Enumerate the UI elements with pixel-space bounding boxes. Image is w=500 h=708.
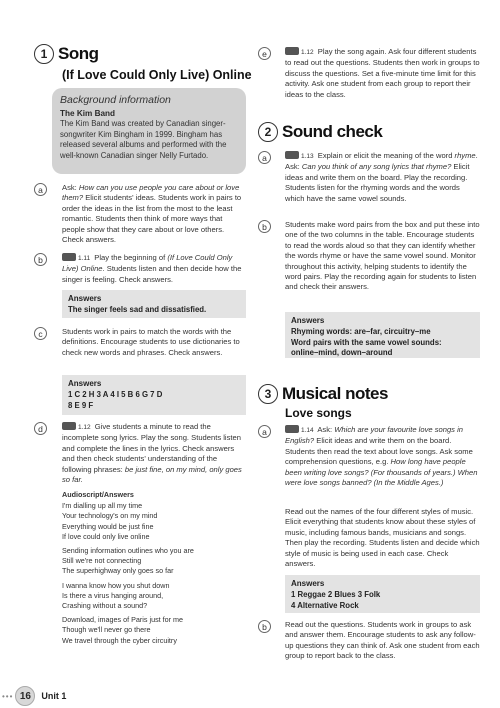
instruction-a: Ask: How can you use people you care about or love them? Elicit students' ideas. Students work in pairs to order the ideas in the list from the most to the least romantic. Students then think of more ways that people show that they care about or love others. Check answers. — [62, 183, 242, 245]
section-song-heading — [34, 44, 99, 64]
section-sound-heading: 2 Sound check — [258, 122, 382, 142]
instruction-e: 1.12 Play the song again. Ask four different students to read out the questions. Students then work in groups to discuss the questions. Set a five-minute time limit for this activity. Ask one student from each group to report their ideas to the class. — [285, 47, 480, 99]
cd-icon — [62, 422, 76, 430]
cd-icon — [285, 47, 299, 55]
background-text: The Kim Band was created by Canadian singer-songwriter Kim Bingham in 1999. Bingham has released several albums and performed with the well-known Canadian singer Nelly Furtado. — [60, 119, 227, 160]
answers-box-sound: Answers Rhyming words: are–far, circuitry–me Word pairs with the same vowel sounds: online–mind, down–around — [285, 312, 480, 358]
exercise-marker-d: d — [34, 422, 47, 435]
cd-icon — [285, 151, 299, 159]
exercise-marker-b: b — [34, 253, 47, 266]
section-title: Song — [58, 44, 99, 63]
answers-box-b: Answers The singer feels sad and dissatisfied. — [62, 290, 246, 318]
instruction-musical-a: 1.14 Ask: Which are your favourite love songs in English? Elicit ideas and write them on the board. Students then read the text about love songs. Ask some comprehension questions, e.g. How long have people been writing love songs? (For thousands of years.) When were love songs banned? (In the Middle Ages.) — [285, 425, 478, 488]
instruction-musical-a-2: Read out the names of the four different styles of music. Elicit everything that students know about these styles of music, including famous bands, musicians and songs. Then play the recording. Students listen and decide which style of music is being used in each case. Check answers. — [285, 507, 480, 569]
background-info-box — [52, 88, 246, 174]
musical-subtitle: Love songs — [285, 406, 352, 420]
instruction-d: 1.12 Give students a minute to read the incomplete song lyrics. Play the song. Students listen and complete the lines in the lyrics. Check answers and then check students' understanding of the following phrases: be just fine, on my mind, only goes so far. — [62, 422, 242, 485]
exercise-marker-b: b — [258, 220, 271, 233]
band-name: The Kim Band — [60, 109, 116, 118]
section-number: 1 — [34, 44, 54, 64]
answers-box-c: Answers 1 C 2 H 3 A 4 I 5 B 6 G 7 D 8 E 9 F — [62, 375, 246, 415]
exercise-marker-b: b — [258, 620, 271, 633]
section-musical-heading: 3 Musical notes — [258, 384, 388, 404]
exercise-marker-a: a — [34, 183, 47, 196]
cd-icon — [62, 253, 76, 261]
instruction-sound-b: Students make word pairs from the box and put these into one of the two columns in the table. Encourage students to read the words aloud so that they can identify whether the words rhyme or have the same vowel sound. Monitor throughout this activity, helping students to identify the word pairs. Play the recording again for students to listen and check their answers. — [285, 220, 480, 292]
page-footer — [0, 686, 66, 706]
lyrics-audioscript: Audioscript/Answers I'm dialling up all my time Your technology's on my mind Everything would be just fine If love could only live online Sending information outlines who you are Still we're not connecting The superhighway only goes so far I wanna know how you shut down Is there a virus hanging around, Crashing without a sound? Download, images of Paris just for me Though we'll never go there We travel through the cyber circuitry — [62, 490, 194, 645]
song-subtitle: (If Love Could Only Live) Online — [62, 68, 252, 82]
exercise-marker-a: a — [258, 151, 271, 164]
background-heading: Background information — [60, 94, 171, 106]
instruction-c: Students work in pairs to match the words with the definitions. Encourage students to use dictionaries to check new words and phrases. Check answers. — [62, 327, 240, 357]
unit-label: Unit 1 — [41, 691, 67, 701]
answers-box-musical: Answers 1 Reggae 2 Blues 3 Folk 4 Alternative Rock — [285, 575, 480, 613]
instruction-musical-b: Read out the questions. Students work in groups to ask and answer them. Encourage students to ask any follow-up questions they can think of. Ask one student from each group to report back to the class. — [285, 620, 480, 661]
exercise-marker-e: e — [258, 47, 271, 60]
exercise-marker-a: a — [258, 425, 271, 438]
exercise-marker-c: c — [34, 327, 47, 340]
page-number: 16 — [15, 686, 35, 706]
instruction-b: 1.11 Play the beginning of (If Love Could Only Live) Online. Students listen and then decide how the singer is feeling. Check answers. — [62, 253, 242, 284]
footer-dots: ••• — [2, 691, 14, 701]
instruction-sound-a: 1.13 Explain or elicit the meaning of the word rhyme. Ask: Can you think of any song lyrics that rhyme? Elicit ideas and write them on the board. Play the recording. Students listen for the rhyming words and the words which have the same vowel sounds. — [285, 151, 478, 203]
cd-icon — [285, 425, 299, 433]
